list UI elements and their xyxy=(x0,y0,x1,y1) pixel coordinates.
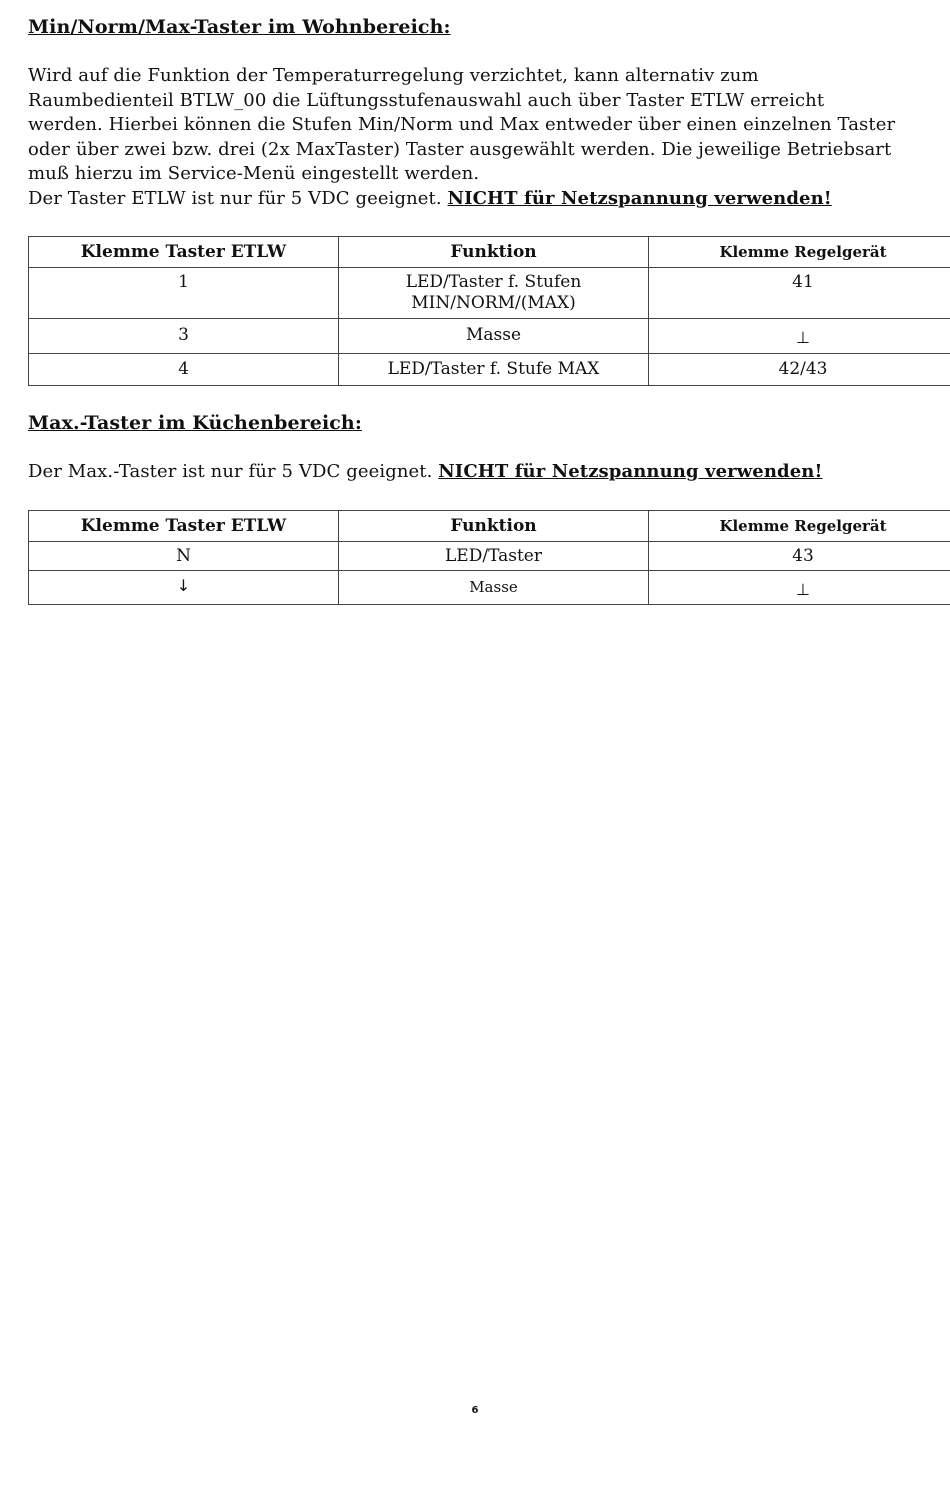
paragraph-line: oder über zwei bzw. drei (2x MaxTaster) Taster ausgewählt werden. Die jeweilige Betriebsart xyxy=(28,138,892,160)
table-row xyxy=(29,542,950,571)
table-row xyxy=(29,571,950,605)
warning-text: NICHT für Netzspannung verwenden! xyxy=(438,460,823,482)
paragraph-line: werden. Hierbei können die Stufen Min/Norm und Max entweder über einen einzelnen Taster xyxy=(28,114,896,136)
header-funktion: Funktion xyxy=(339,511,649,542)
note-line xyxy=(28,187,922,212)
cell-klemme: 4 xyxy=(29,353,339,385)
ground-symbol: ⊥ xyxy=(649,318,950,353)
cell-regel: 41 xyxy=(649,267,950,318)
cell-funktion-line: LED/Taster f. Stufen xyxy=(405,271,582,292)
terminal-table-living xyxy=(28,236,950,386)
cell-funktion: Masse xyxy=(339,571,649,605)
paragraph-line: Raumbedienteil BTLW_00 die Lüftungsstufenauswahl auch über Taster ETLW erreicht xyxy=(28,89,825,111)
cell-klemme: 3 xyxy=(29,318,339,353)
header-klemme-taster: Klemme Taster ETLW xyxy=(29,511,339,542)
cell-klemme: N xyxy=(29,542,339,571)
arrow-down-icon: ↓ xyxy=(29,571,339,605)
paragraph-line: Wird auf die Funktion der Temperaturregelung verzichtet, kann alternativ zum xyxy=(28,65,759,86)
table-row xyxy=(29,318,950,353)
ground-symbol: ⊥ xyxy=(649,571,950,605)
cell-funktion xyxy=(339,267,649,318)
header-klemme-regelgeraet: Klemme Regelgerät xyxy=(649,236,950,267)
section1-title: Min/Norm/Max-Taster im Wohnbereich: xyxy=(28,16,451,38)
header-klemme-taster: Klemme Taster ETLW xyxy=(29,236,339,267)
note-text: Der Max.-Taster ist nur für 5 VDC geeignet. xyxy=(28,460,433,482)
note-text: Der Taster ETLW ist nur für 5 VDC geeignet. xyxy=(28,187,442,209)
document-page xyxy=(28,0,922,605)
cell-regel: 42/43 xyxy=(649,353,950,385)
table-header-row xyxy=(29,511,950,542)
page-number: 6 xyxy=(471,1405,479,1416)
table-row xyxy=(29,267,950,318)
cell-funktion: LED/Taster xyxy=(339,542,649,571)
cell-funktion: LED/Taster f. Stufe MAX xyxy=(339,353,649,385)
section2-title: Max.-Taster im Küchenbereich: xyxy=(28,411,362,434)
header-funktion: Funktion xyxy=(339,236,649,267)
paragraph-line: muß hierzu im Service-Menü eingestellt werden. xyxy=(28,163,480,185)
table-row xyxy=(29,353,950,385)
cell-funktion: Masse xyxy=(339,318,649,353)
section2-paragraph xyxy=(28,460,922,485)
cell-regel: 43 xyxy=(649,542,950,571)
cell-funktion-line: MIN/NORM/(MAX) xyxy=(411,292,576,313)
warning-text: NICHT für Netzspannung verwenden! xyxy=(447,187,832,209)
header-klemme-regelgeraet: Klemme Regelgerät xyxy=(649,511,950,542)
terminal-table-kitchen xyxy=(28,510,950,605)
section1-paragraph xyxy=(28,64,922,212)
cell-klemme: 1 xyxy=(29,267,339,318)
table-header-row xyxy=(29,236,950,267)
